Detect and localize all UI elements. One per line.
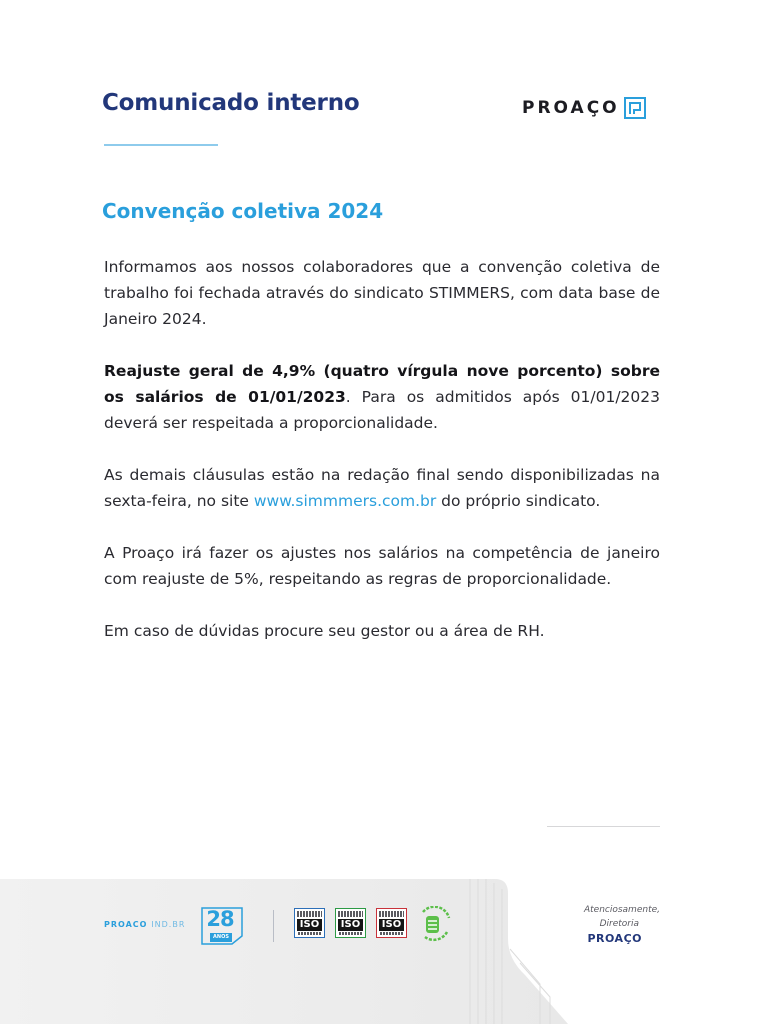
closing-salutation: Atenciosamente, xyxy=(583,905,660,915)
paragraph-contact: Em caso de dúvidas procure seu gestor ou a área de RH. xyxy=(104,622,545,640)
paragraph-adjustment xyxy=(104,358,660,436)
iso-seal-number xyxy=(298,932,321,935)
company-logo xyxy=(522,96,646,120)
footer-background xyxy=(0,879,768,1024)
iso-9001-seal-icon xyxy=(294,908,325,938)
clauses-text-before: As demais cláusulas estão na redação final sendo disponibilizadas na sexta-feira, no site xyxy=(104,466,660,510)
anniversary-years: 28 xyxy=(206,907,234,931)
section-title: Convenção coletiva 2024 xyxy=(102,199,384,223)
paragraph-intro: Informamos aos nossos colaboradores que a convenção coletiva de trabalho foi fechada através do sindicato STIMMERS, com data base de Janeiro 2024. xyxy=(104,258,660,328)
paragraph-clauses xyxy=(104,462,660,514)
document-body xyxy=(104,254,660,670)
signature-rule xyxy=(547,826,660,827)
signatory-company: PROAÇO xyxy=(587,932,642,945)
iso-seal-mark: ISO xyxy=(338,919,363,931)
iso-seal-caption xyxy=(338,911,363,917)
iso-seal-mark: ISO xyxy=(379,919,404,931)
iso-14001-seal-icon xyxy=(335,908,366,938)
logo-text: PROAÇO xyxy=(522,98,620,118)
adjustment-rest: . Para os admitidos após 01/01/2023 deverá ser respeitada a proporcionalidade. xyxy=(104,388,660,432)
iso-seal-number xyxy=(380,932,403,935)
footer-domain: IND.BR xyxy=(151,920,186,929)
iso-seal-caption xyxy=(297,911,322,917)
page-title: Comunicado interno xyxy=(102,90,360,116)
anniversary-label: ANOS xyxy=(210,933,232,942)
iso-seal-caption xyxy=(379,911,404,917)
footer-divider xyxy=(273,910,274,942)
union-site-link[interactable]: www.simmmers.com.br xyxy=(253,492,437,510)
paragraph-company-adjustment: A Proaço irá fazer os ajustes nos salários na competência de janeiro com reajuste de 5%, respeitando as regras de proporcionalidade. xyxy=(104,544,660,588)
recycle-seal-icon xyxy=(415,906,453,942)
footer-brand-link[interactable] xyxy=(104,920,185,929)
iso-45001-seal-icon xyxy=(376,908,407,938)
footer-brand: PROACO xyxy=(104,920,148,929)
signature-block xyxy=(540,903,660,946)
title-underline xyxy=(104,144,218,146)
adjustment-highlight: Reajuste geral de 4,9% (quatro vírgula nove porcento) sobre os salários de 01/01/2023 xyxy=(104,362,660,406)
footer-band xyxy=(0,879,768,1024)
iso-seal-mark: ISO xyxy=(297,919,322,931)
clauses-text-after: do próprio sindicato. xyxy=(436,492,601,510)
iso-seal-number xyxy=(339,932,362,935)
signatory-role: Diretoria xyxy=(599,919,639,929)
anniversary-badge xyxy=(200,906,244,946)
logo-mark-icon xyxy=(624,97,646,119)
